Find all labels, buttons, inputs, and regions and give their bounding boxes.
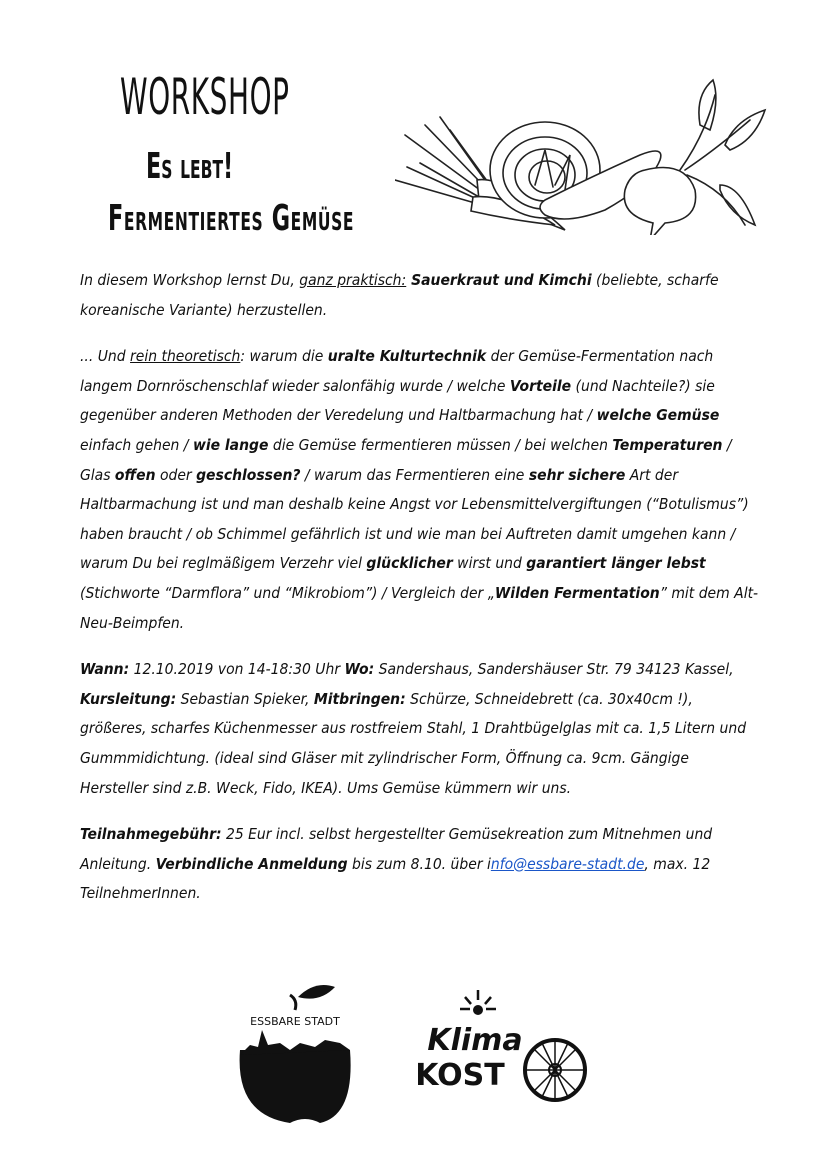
theory-highlight: sehr sichere (528, 465, 626, 484)
theory-text: wirst und (452, 554, 527, 573)
klimakost-top-text: Klima (427, 1023, 523, 1058)
theory-text: die Gemüse fermentieren müssen / bei welchen (268, 435, 613, 454)
theory-text: der Gemüse-Fermentation nach langem Dornröschenschlaf wieder salonfähig wurde / welche (80, 347, 714, 395)
details-paragraph (80, 655, 760, 803)
theory-text: einfach gehen / (80, 435, 193, 454)
theory-highlight: offen (114, 465, 156, 484)
document-body (80, 266, 760, 926)
essbare-stadt-text: ESSBARE STADT (250, 1015, 340, 1028)
theory-highlight: uralte Kulturtechnik (327, 347, 487, 366)
theory-text: Art der Haltbarmachung ist und man deshalb keine Angst vor Lebensmittelvergiftungen (“Botulismus”) haben braucht / ob Schimmel gefährlich ist und wie man bei Auftreten damit umgehen kann / warum Du bei reglmäßigem Verzehr viel (80, 465, 749, 573)
theory-highlight: garantiert länger lebst (526, 554, 706, 573)
theory-text: (Stichworte “Darmflora” und “Mikrobiom”) / Vergleich der „ (80, 583, 495, 602)
title-line-2: Fermentiertes Gemüse (108, 198, 355, 239)
lead-label: Kursleitung: (80, 689, 177, 708)
theory-text: : warum die (240, 347, 328, 366)
bring-value: Schürze, Schneidebrett (ca. 30x40cm !), größeres, scharfes Küchenmesser aus rostfreiem Stahl, 1 Drahtbügelglas mit ca. 1,5 Litern und Gummmidichtung. (ideal sind Gläser mit zylindrischer Form, Öffnung ca. 9cm. Gängige Hersteller sind z.B. Weck, Fido, IKEA). Ums Gemüse kümmern wir uns. (80, 689, 747, 797)
lead-value: Sebastian Spieker, (176, 689, 314, 708)
kicker-title: WORKSHOP (120, 68, 290, 126)
theory-highlight: glücklicher (366, 554, 453, 573)
registration-value: bis zum 8.10. über i (347, 854, 491, 873)
title-line-1: Es lebt! (146, 146, 234, 187)
fee-label: Teilnahmegebühr: (80, 825, 222, 844)
theory-text: / warum das Fermentieren eine (300, 465, 529, 484)
intro-text: In diesem Workshop lernst Du, (80, 271, 300, 289)
bring-label: Mitbringen: (313, 689, 406, 708)
theory-text: ... Und (80, 347, 131, 366)
where-value: Sandershaus, Sandershäuser Str. 79 34123 Kassel, (374, 660, 734, 679)
theory-text: / Glas (80, 435, 732, 484)
intro-paragraph (80, 266, 760, 325)
when-value: 12.10.2019 von 14-18:30 Uhr (129, 660, 345, 679)
partner-logos (230, 975, 610, 1125)
klimakost-bottom-text: KOST (415, 1058, 505, 1093)
intro-text-end: (beliebte, scharfe koreanische Variante) herzustellen. (80, 271, 719, 319)
fee-value: 25 Eur incl. selbst hergestellter Gemüsekreation zum Mitnehmen und Anleitung. (80, 825, 713, 873)
theory-highlight: Vorteile (509, 376, 572, 395)
theory-text: ” mit dem Alt-Neu-Beimpfen. (80, 583, 759, 632)
theory-text: (und Nachteile?) sie gegenüber anderen Methoden der Veredelung und Haltbarmachung hat / (80, 376, 715, 425)
theory-highlight: Wilden Fermentation (494, 583, 660, 602)
fee-text-end: , max. 12 TeilnehmerInnen. (80, 854, 711, 903)
theory-text: oder (155, 465, 197, 484)
email-link[interactable]: nfo@essbare-stadt.de (490, 854, 645, 873)
vegetables-illustration-icon (395, 75, 775, 235)
theory-paragraph (80, 342, 760, 638)
klimakost-logo-icon (415, 990, 585, 1100)
registration-label: Verbindliche Anmeldung (155, 854, 348, 873)
theory-highlight: wie lange (192, 435, 269, 454)
theory-highlight: welche Gemüse (596, 406, 720, 425)
intro-highlight: Sauerkraut und Kimchi (406, 271, 592, 289)
intro-emphasis: ganz praktisch: (299, 271, 407, 289)
theory-emphasis: rein theoretisch (130, 347, 241, 366)
theory-highlight: Temperaturen (612, 435, 723, 454)
essbare-stadt-logo-icon (240, 985, 351, 1123)
when-label: Wann: (80, 660, 130, 679)
where-label: Wo: (344, 660, 375, 679)
theory-highlight: geschlossen? (196, 465, 301, 484)
fee-paragraph (80, 820, 760, 909)
